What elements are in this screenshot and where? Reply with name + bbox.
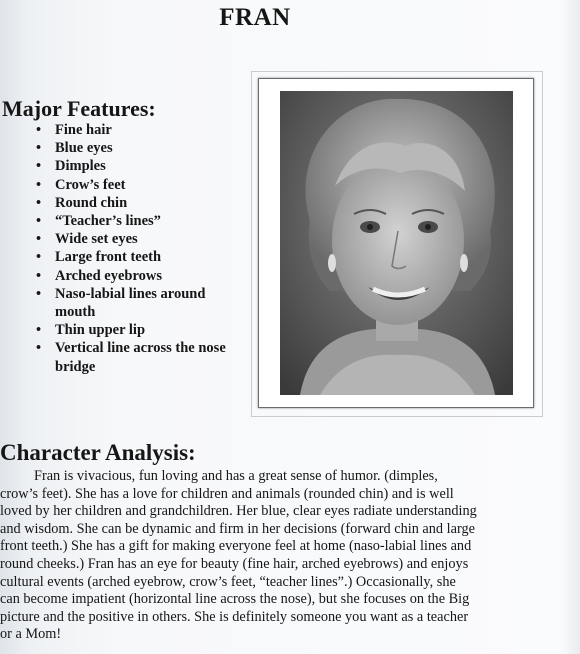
page-title: FRAN [219,4,291,31]
feature-label: “Teacher’s lines” [55,213,161,230]
feature-label: Arched eyebrows [55,267,162,284]
bullet-icon: • [36,194,42,211]
bullet-icon: • [36,140,42,157]
bullet-icon: • [36,285,42,302]
bullet-icon: • [36,176,42,193]
feature-label: Naso-labial lines around mouth [55,285,206,321]
feature-item [34,321,234,339]
feature-label: Vertical line across the nose bridge [55,340,226,375]
features-list [34,121,234,376]
feature-item [34,212,234,230]
features-heading: Major Features: [2,96,156,121]
feature-item [34,157,234,175]
bullet-icon: • [36,249,42,266]
bullet-icon: • [36,158,42,175]
feature-label: Fine hair [55,122,112,138]
feature-item [34,194,234,212]
feature-item [34,139,234,157]
feature-label: Crow’s feet [55,176,126,193]
bullet-icon: • [36,231,42,248]
feature-label: Large front teeth [55,249,162,266]
feature-item [34,267,234,285]
feature-item [34,339,234,375]
feature-label: Thin upper lip [55,322,146,339]
feature-item [34,285,234,321]
analysis-heading: Character Analysis: [0,440,196,465]
bullet-icon: • [36,213,42,230]
portrait-photo [280,91,513,395]
feature-item [34,230,234,248]
feature-label: Wide set eyes [55,231,138,248]
feature-item [34,121,234,139]
bullet-icon: • [36,122,42,138]
portrait-frame [258,78,534,408]
portrait-illustration [280,91,513,395]
feature-label: Blue eyes [55,140,113,157]
analysis-body: Fran is vivacious, fun loving and has a great sense of humor. (dimples, crow’s feet). She has a love for children and animals (rounded chin) and is well loved by her children and grandchildren. Her blue, clear eyes radiate understanding and wisdom. She can be dynamic and firm in her decisions (forward chin and large front teeth.) She has a gift for making everyone feel at home (naso-labial lines and round cheeks.) Fran has an eye for beauty (fine hair, arched eyebrows) and enjoys cultural events (arched eyebrow, crow’s feet, “teacher lines”.) Occasionally, she can become impatient (horizontal line across the nose), but she focuses on the Big picture and the positive in others. She is definitely someone you want as a teacher or a Mom! [0,468,477,643]
bullet-icon: • [36,322,42,339]
bullet-icon: • [36,267,42,284]
feature-item [34,248,234,266]
feature-label: Round chin [55,194,128,211]
feature-item [34,176,234,194]
feature-label: Dimples [55,158,106,175]
bullet-icon: • [36,340,42,357]
